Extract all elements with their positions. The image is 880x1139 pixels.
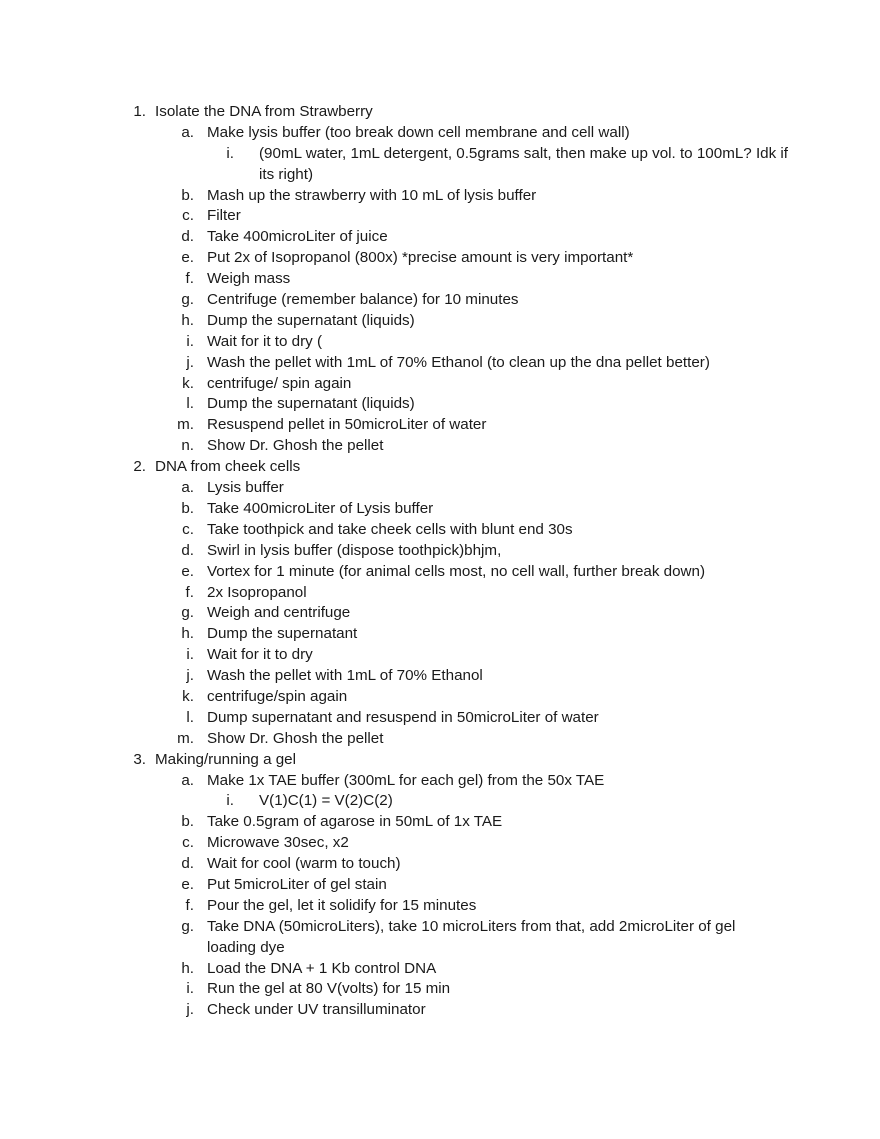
list-marker: c.: [182, 834, 194, 852]
list-marker: l.: [186, 395, 194, 413]
list-marker: k.: [182, 687, 194, 705]
list-item-text: 2x Isopropanol: [207, 583, 307, 601]
list-marker: b.: [181, 186, 194, 204]
list-subitem: [0, 144, 880, 186]
list-item: [0, 290, 880, 311]
list-marker: d.: [181, 541, 194, 559]
section-heading: [0, 750, 880, 771]
list-item: [0, 374, 880, 395]
section-title: DNA from cheek cells: [155, 458, 301, 476]
list-item: [0, 478, 880, 499]
list-item-text: Make 1x TAE buffer (300mL for each gel) from the 50x TAE: [207, 771, 605, 789]
list-item: [0, 687, 880, 708]
list-marker: g.: [181, 917, 194, 935]
list-item-text: Pour the gel, let it solidify for 15 minutes: [207, 896, 477, 914]
list-item: [0, 248, 880, 269]
list-item: [0, 311, 880, 332]
list-item-text: Take DNA (50microLiters), take 10 microLiters from that, add 2microLiter of gel loading dye: [207, 917, 736, 956]
list-item: [0, 186, 880, 207]
list-item-text: Take 400microLiter of juice: [207, 228, 388, 246]
list-item-text: Run the gel at 80 V(volts) for 15 min: [207, 980, 451, 998]
list-marker: e.: [181, 249, 194, 267]
list-item-text: Vortex for 1 minute (for animal cells most, no cell wall, further break down): [207, 562, 706, 580]
list-marker: h.: [181, 311, 194, 329]
list-marker: e.: [181, 875, 194, 893]
list-marker: f.: [185, 896, 194, 914]
list-marker: 2.: [133, 458, 146, 476]
list-item-text: Swirl in lysis buffer (dispose toothpick)bhjm,: [207, 541, 502, 559]
list-marker: n.: [181, 437, 194, 455]
list-marker: g.: [181, 291, 194, 309]
list-marker: a.: [181, 479, 194, 497]
list-item: [0, 123, 880, 144]
list-item-text: Wait for it to dry (: [207, 332, 323, 350]
list-marker: l.: [186, 708, 194, 726]
list-item: [0, 206, 880, 227]
list-item: [0, 875, 880, 896]
list-subitem-text: (90mL water, 1mL detergent, 0.5grams salt, then make up vol. to 100mL? Idk if its right): [259, 144, 789, 183]
list-item: [0, 520, 880, 541]
list-item-text: Centrifuge (remember balance) for 10 minutes: [207, 291, 519, 309]
list-item-text: Show Dr. Ghosh the pellet: [207, 729, 384, 747]
list-item: [0, 603, 880, 624]
list-item: [0, 917, 880, 959]
list-item-text: Make lysis buffer (too break down cell membrane and cell wall): [207, 123, 630, 141]
list-item-text: Take 0.5gram of agarose in 50mL of 1x TAE: [207, 813, 503, 831]
list-marker: a.: [181, 771, 194, 789]
list-marker: j.: [186, 353, 194, 371]
list-subitem: [0, 791, 880, 812]
list-marker: i.: [186, 332, 194, 350]
list-item-text: Check under UV transilluminator: [207, 1001, 426, 1019]
list-marker: k.: [182, 374, 194, 392]
list-item: [0, 499, 880, 520]
list-marker: 1.: [133, 103, 146, 120]
list-marker: i.: [226, 792, 234, 810]
list-item-text: Wash the pellet with 1mL of 70% Ethanol (to clean up the dna pellet better): [207, 353, 710, 371]
list-marker: i.: [186, 646, 194, 664]
list-item-text: Load the DNA + 1 Kb control DNA: [207, 959, 437, 977]
list-item-text: Put 2x of Isopropanol (800x) *precise amount is very important*: [207, 249, 634, 267]
list-item: [0, 332, 880, 353]
list-item: [0, 771, 880, 792]
list-item-text: Wait for cool (warm to touch): [207, 855, 401, 873]
list-item: [0, 436, 880, 457]
section-heading: [0, 102, 880, 123]
list-marker: e.: [181, 562, 194, 580]
list-item-text: Take toothpick and take cheek cells with blunt end 30s: [207, 520, 573, 538]
list-item-text: Wait for it to dry: [207, 646, 313, 664]
list-marker: c.: [182, 520, 194, 538]
list-item-text: Weigh mass: [207, 270, 291, 288]
list-item: [0, 854, 880, 875]
list-item-text: Dump supernatant and resuspend in 50microLiter of water: [207, 708, 599, 726]
list-item: [0, 624, 880, 645]
list-item-text: Wash the pellet with 1mL of 70% Ethanol: [207, 667, 483, 685]
list-marker: d.: [181, 855, 194, 873]
list-subitem-text: V(1)C(1) = V(2)C(2): [259, 792, 393, 810]
list-marker: h.: [181, 625, 194, 643]
list-marker: m.: [177, 729, 194, 747]
list-marker: j.: [186, 1001, 194, 1019]
list-item-text: Filter: [207, 207, 241, 225]
list-item: [0, 708, 880, 729]
list-marker: i.: [226, 144, 234, 162]
list-item: [0, 979, 880, 1000]
list-item-text: Dump the supernatant (liquids): [207, 311, 415, 329]
list-marker: g.: [181, 604, 194, 622]
list-item-text: Lysis buffer: [207, 479, 284, 497]
section-title: Isolate the DNA from Strawberry: [155, 103, 373, 120]
list-marker: b.: [181, 499, 194, 517]
list-marker: a.: [181, 123, 194, 141]
list-item: [0, 729, 880, 750]
list-marker: i.: [186, 980, 194, 998]
list-item: [0, 562, 880, 583]
list-item: [0, 583, 880, 604]
list-item-text: Show Dr. Ghosh the pellet: [207, 437, 384, 455]
list-item: [0, 415, 880, 436]
list-marker: h.: [181, 959, 194, 977]
list-item: [0, 227, 880, 248]
list-marker: j.: [186, 667, 194, 685]
list-item-text: centrifuge/spin again: [207, 687, 348, 705]
list-marker: 3.: [133, 750, 146, 768]
list-item-text: Put 5microLiter of gel stain: [207, 875, 387, 893]
list-marker: c.: [182, 207, 194, 225]
list-item: [0, 645, 880, 666]
list-item-text: Weigh and centrifuge: [207, 604, 351, 622]
list-item-text: Resuspend pellet in 50microLiter of water: [207, 416, 487, 434]
list-item: [0, 1000, 880, 1021]
list-item: [0, 394, 880, 415]
section-heading: [0, 457, 880, 478]
section-title: Making/running a gel: [155, 750, 296, 768]
list-marker: f.: [185, 583, 194, 601]
list-marker: m.: [177, 416, 194, 434]
list-item: [0, 959, 880, 980]
list-item: [0, 353, 880, 374]
list-item-text: Dump the supernatant (liquids): [207, 395, 415, 413]
list-item: [0, 896, 880, 917]
list-item: [0, 666, 880, 687]
list-item: [0, 541, 880, 562]
list-item: [0, 833, 880, 854]
list-item-text: Mash up the strawberry with 10 mL of lysis buffer: [207, 186, 537, 204]
list-item-text: centrifuge/ spin again: [207, 374, 352, 392]
document-body: [0, 102, 880, 1021]
list-marker: f.: [185, 270, 194, 288]
list-marker: b.: [181, 813, 194, 831]
list-item-text: Dump the supernatant: [207, 625, 358, 643]
list-item: [0, 269, 880, 290]
list-item-text: Microwave 30sec, x2: [207, 834, 349, 852]
list-item: [0, 812, 880, 833]
list-marker: d.: [181, 228, 194, 246]
list-item-text: Take 400microLiter of Lysis buffer: [207, 499, 434, 517]
